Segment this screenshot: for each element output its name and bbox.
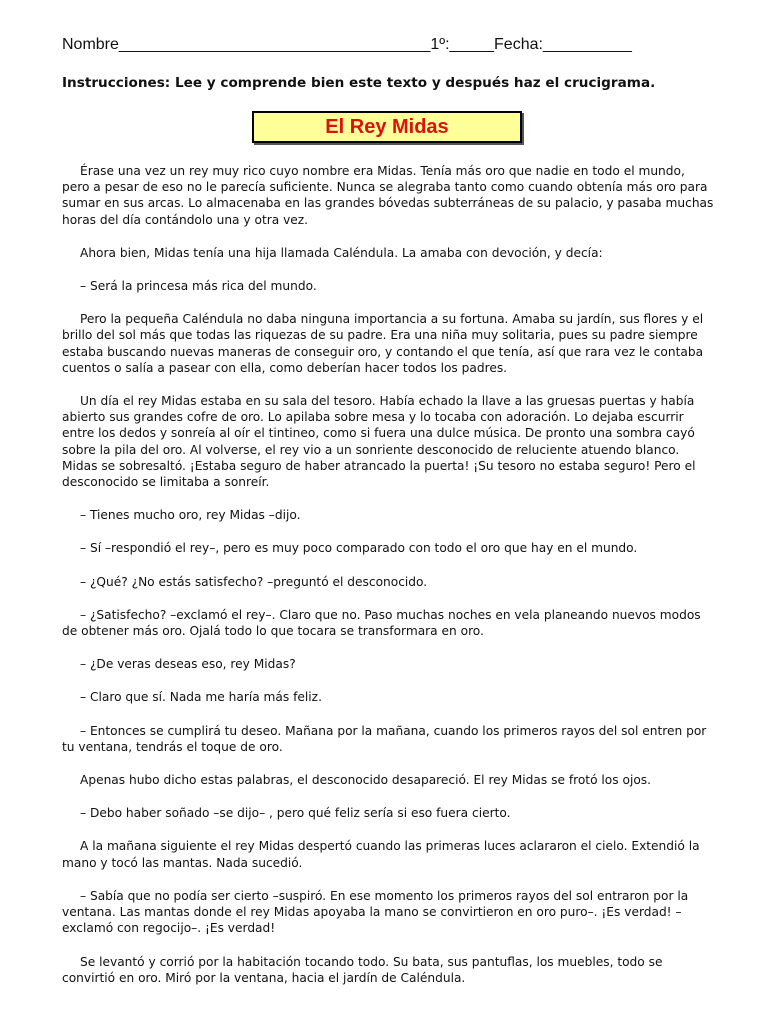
- story-paragraph: – Claro que sí. Nada me haría más feliz.: [80, 690, 322, 705]
- story-paragraph: A la mañana siguiente el rey Midas despertó cuando las primeras luces aclararon el cielo. Extendió la mano y tocó las mantas. Nada sucedió.: [62, 839, 700, 870]
- title-box: [252, 111, 522, 143]
- story-paragraph: – ¿Satisfecho? –exclamó el rey–. Claro que no. Paso muchas noches en vela planeando nuevos modos de obtener más oro. Ojalá todo lo que tocara se transformara en oro.: [62, 607, 701, 639]
- story-paragraph: – Debo haber soñado –se dijo– , pero qué feliz sería si eso fuera cierto.: [80, 806, 511, 821]
- story-paragraph: – Tienes mucho oro, rey Midas –dijo.: [80, 508, 301, 523]
- story-paragraph: – ¿Qué? ¿No estás satisfecho? –preguntó el desconocido.: [80, 574, 428, 589]
- story-paragraph: – ¿De veras deseas eso, rey Midas?: [80, 657, 296, 672]
- story-paragraph: – Sabía que no podía ser cierto –suspiró. En ese momento los primeros rayos del sol entraron por la ventana. Las mantas donde el rey Midas apoyaba la mano se convirtieron en oro puro–. ¡Es verdad! –exclamó con regocijo–. ¡Es verdad!: [62, 888, 689, 936]
- story-paragraph: Ahora bien, Midas tenía una hija llamada Caléndula. La amaba con devoción, y decía:: [80, 245, 603, 260]
- student-info-line: Nombre___________________________________1º:_____Fecha:__________: [62, 36, 632, 53]
- story-paragraph: – Entonces se cumplirá tu deseo. Mañana por la mañana, cuando los primeros rayos del sol entren por tu ventana, tendrás el toque de oro.: [62, 723, 707, 754]
- story-title: El Rey Midas: [325, 115, 449, 138]
- story-paragraph: Un día el rey Midas estaba en su sala del tesoro. Había echado la llave a las gruesas puertas y había abierto sus grandes cofre de oro. Lo apilaba sobre mesa y lo tocaba con adoración. Lo dejaba escurrir entre los dedos y sonreía al oír el tintineo, como si fuera una dulce música. De pronto una sombra cayó sobre la pila del oro. Al volverse, el rey vio a un sonriente desconocido de reluciente atuendo blanco. Midas se sobresaltó. ¡Estaba seguro de haber atrancado la puerta! ¡Su tesoro no estaba seguro! Pero el desconocido se limitaba a sonreír.: [62, 394, 696, 490]
- story-paragraph: – Será la princesa más rica del mundo.: [80, 279, 317, 294]
- instructions-text: Instrucciones: Lee y comprende bien este texto y después haz el crucigrama.: [62, 75, 656, 91]
- story-paragraph: – Sí –respondió el rey–, pero es muy poco comparado con todo el oro que hay en el mundo.: [80, 541, 638, 556]
- story-paragraph: Se levantó y corrió por la habitación tocando todo. Su bata, sus pantuflas, los muebles, todo se convirtió en oro. Miró por la ventana, hacia el jardín de Caléndula.: [62, 954, 663, 985]
- story-paragraph: Apenas hubo dicho estas palabras, el desconocido desapareció. El rey Midas se frotó los ojos.: [80, 773, 652, 788]
- story-paragraph: Érase una vez un rey muy rico cuyo nombre era Midas. Tenía más oro que nadie en todo el mundo, pero a pesar de eso no le parecía suficiente. Nunca se alegraba tanto como cuando obtenía más oro para sumar en sus arcas. Lo almacenaba en las grandes bóvedas subterráneas de su palacio, y pasaba muchas horas del día contándolo una y otra vez.: [62, 164, 714, 227]
- story-paragraph: Pero la pequeña Caléndula no daba ninguna importancia a su fortuna. Amaba su jardín, sus flores y el brillo del sol más que todas las riquezas de su padre. Era una niña muy solitaria, pues su padre siempre estaba buscando nuevas maneras de conseguir oro, y contando el que tenía, así que rara vez le contaba cuentos o salía a pasear con ella, como deberían hacer todos los padres.: [62, 312, 704, 375]
- story-body: [62, 163, 714, 1003]
